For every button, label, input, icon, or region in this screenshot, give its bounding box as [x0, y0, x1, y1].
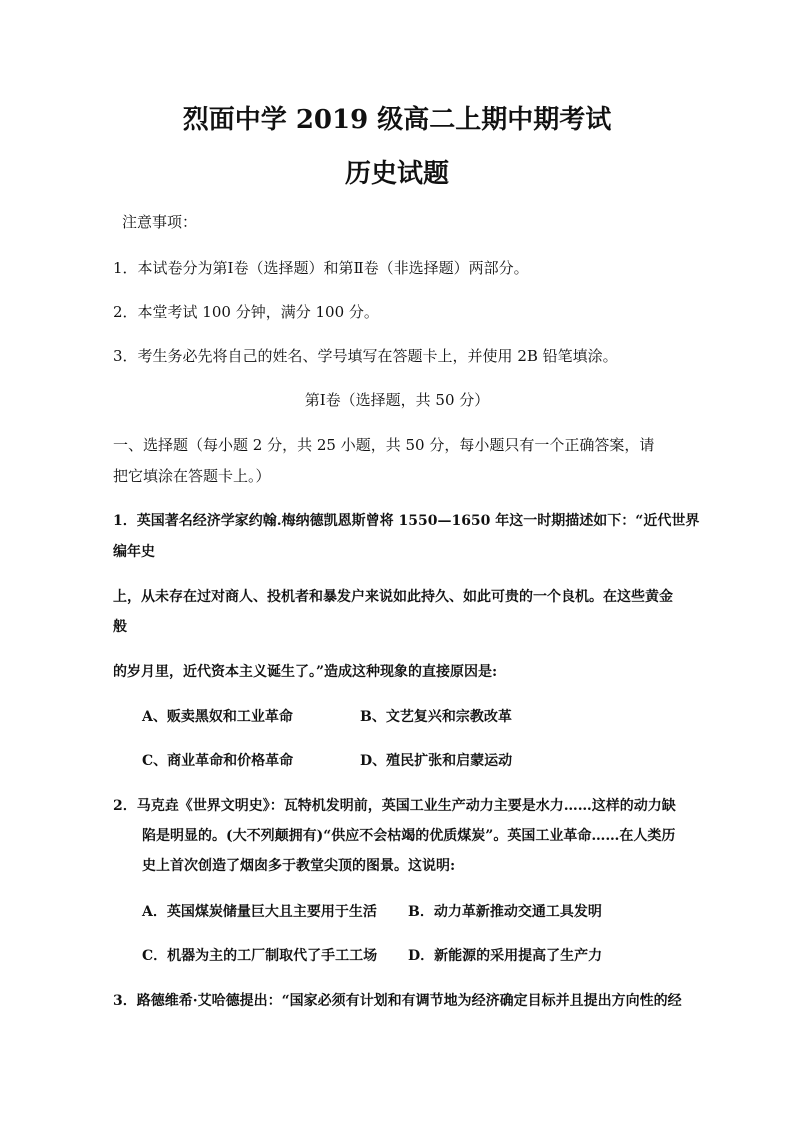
question-1-text: 1．英国著名经济学家约翰.梅纳德凯恩斯曾将 1550—1650 年这一时期描述如下：“近代世界	[113, 513, 700, 529]
question-2-text: 陷是明显的。(大不列颠拥有)“供应不会枯竭的优质煤炭”。英国工业革命……在人类历	[142, 828, 676, 844]
question-1-text: 编年史	[113, 544, 155, 560]
question-1-text: 上，从未存在过对商人、投机者和暴发户来说如此持久、如此可贵的一个良机。在这些黄金	[113, 589, 673, 605]
question-1-option-c: C、商业革命和价格革命	[142, 753, 294, 769]
section-instruction: 把它填涂在答题卡上。）	[113, 467, 271, 485]
note-item: 2．本堂考试 100 分钟，满分 100 分。	[113, 303, 379, 321]
notes-heading: 注意事项：	[122, 213, 198, 231]
question-1-option-a: A、贩卖黑奴和工业革命	[142, 709, 293, 725]
section-heading: 第Ⅰ卷（选择题，共 50 分）	[304, 391, 490, 409]
question-2-option-c: C．机器为主的工厂制取代了手工工场	[142, 948, 378, 964]
question-2-text: 史上首次创造了烟囱多于教堂尖顶的图景。这说明:	[142, 858, 456, 874]
question-1-text: 的岁月里，近代资本主义诞生了。”造成这种现象的直接原因是:	[113, 664, 498, 680]
question-1-option-d: D、殖民扩张和启蒙运动	[360, 753, 513, 769]
exam-subtitle: 历史试题	[344, 159, 449, 189]
question-2-text: 2．马克垚《世界文明史》：瓦特机发明前，英国工业生产动力主要是水力……这样的动力缺	[113, 798, 676, 814]
note-item: 3．考生务必先将自己的姓名、学号填写在答题卡上，并使用 2B 铅笔填涂。	[113, 347, 618, 365]
note-item: 1．本试卷分为第Ⅰ卷（选择题）和第Ⅱ卷（非选择题）两部分。	[113, 259, 529, 277]
section-instruction: 一、选择题（每小题 2 分，共 25 小题，共 50 分，每小题只有一个正确答案，请	[113, 436, 655, 454]
question-1-option-b: B、文艺复兴和宗教改革	[360, 709, 512, 725]
question-3-text: 3．路德维希·艾哈德提出：“国家必须有计划和有调节地为经济确定目标并且提出方向性的经	[113, 993, 682, 1009]
exam-title: 烈面中学 2019 级高二上期中期考试	[182, 105, 612, 135]
question-1-text: 般	[113, 619, 127, 635]
question-2-option-d: D．新能源的采用提高了生产力	[408, 948, 603, 964]
question-2-option-b: B．动力革新推动交通工具发明	[408, 904, 602, 920]
question-2-option-a: A．英国煤炭储量巨大且主要用于生活	[142, 904, 377, 920]
